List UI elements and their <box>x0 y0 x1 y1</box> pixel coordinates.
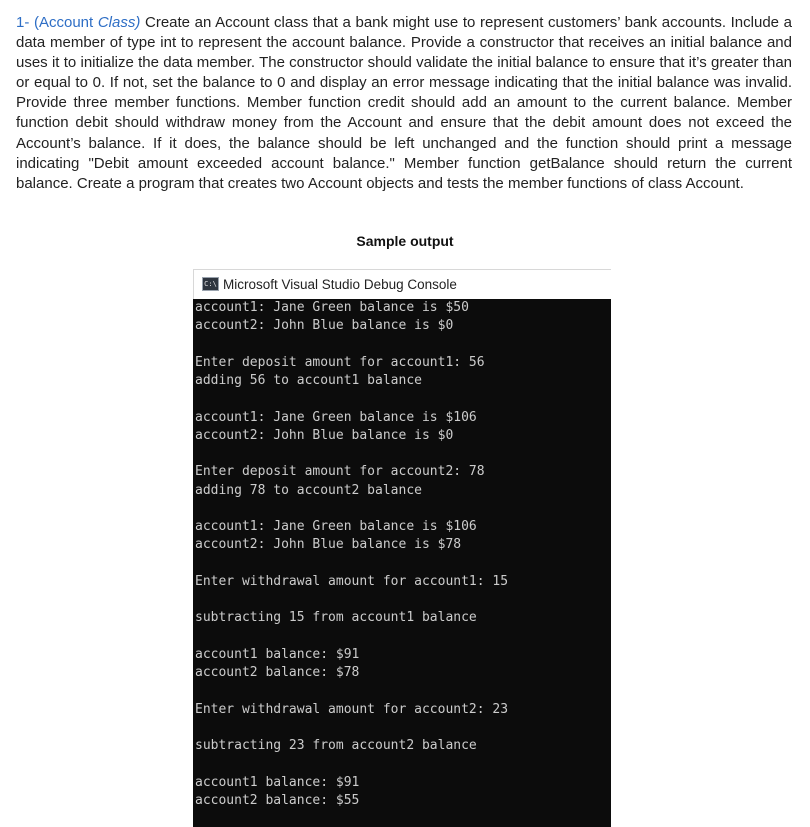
console-blank-line <box>195 628 508 646</box>
console-blank-line <box>195 719 508 737</box>
problem-title-class: Class) <box>97 14 141 31</box>
console-lines <box>195 299 508 810</box>
sample-output-title: Sample output <box>356 233 454 249</box>
console-line: account1 balance: $91 <box>195 774 360 790</box>
console-line: Enter withdrawal amount for account1: 15 <box>195 573 509 589</box>
console-blank-line <box>195 336 508 354</box>
console-blank-line <box>195 591 508 609</box>
console-blank-line <box>195 445 508 463</box>
problem-statement <box>16 13 792 194</box>
console-line: adding 56 to account1 balance <box>195 373 422 388</box>
console-line: account1 balance: $91 <box>195 646 360 662</box>
debug-console-window <box>193 269 611 827</box>
console-blank-line <box>195 682 508 700</box>
console-titlebar[interactable] <box>193 269 611 299</box>
console-blank-line <box>195 390 508 408</box>
console-blank-line <box>195 500 508 518</box>
console-line: account1: Jane Green balance is $50 <box>195 300 469 315</box>
console-blank-line <box>195 555 508 573</box>
console-line: account2 balance: $78 <box>195 665 360 680</box>
problem-number: 1- <box>16 14 30 31</box>
console-line: account2: John Blue balance is $78 <box>195 537 462 553</box>
console-line: adding 78 to account2 balance <box>195 482 422 498</box>
console-line: Enter deposit amount for account2: 78 <box>195 464 485 480</box>
console-blank-line <box>195 755 508 773</box>
console-window-title: Microsoft Visual Studio Debug Console <box>223 277 457 292</box>
console-line: account2: John Blue balance is $0 <box>195 318 454 334</box>
console-line: account1: Jane Green balance is $106 <box>195 519 477 534</box>
problem-text: Create an Account class that a bank might use to represent customers’ bank accounts. Include a data member of type int to represent the account balance. Provide a constructor that receives an initial balance and uses it to initialize the data member. The constructor should validate the initial balance to ensure that it’s greater than or equal to 0. If not, set the balance to 0 and display an error message indicating that the initial balance was invalid. Provide three member functions. Member function credit should add an amount to the current balance. Member function debit should withdraw money from the Account and ensure that the debit amount does not exceed the Account’s balance. If it does, the balance should be left unchanged and the function should print a message indicating "Debit amount exceeded account balance." Member function getBalance should return the current balance. Create a program that creates two Account objects and tests the member functions of class Account. <box>16 14 792 192</box>
problem-title-open: (Account <box>34 14 98 31</box>
console-line: account2 balance: $55 <box>195 792 360 808</box>
console-app-icon: C:\ <box>202 277 219 291</box>
console-line: Enter deposit amount for account1: 56 <box>195 354 485 370</box>
console-output <box>193 299 611 827</box>
console-line: subtracting 23 from account2 balance <box>195 738 477 753</box>
console-line: account1: Jane Green balance is $106 <box>195 409 477 425</box>
console-line: Enter withdrawal amount for account2: 23 <box>195 701 509 717</box>
console-line: subtracting 15 from account1 balance <box>195 610 477 626</box>
console-line: account2: John Blue balance is $0 <box>195 427 454 443</box>
